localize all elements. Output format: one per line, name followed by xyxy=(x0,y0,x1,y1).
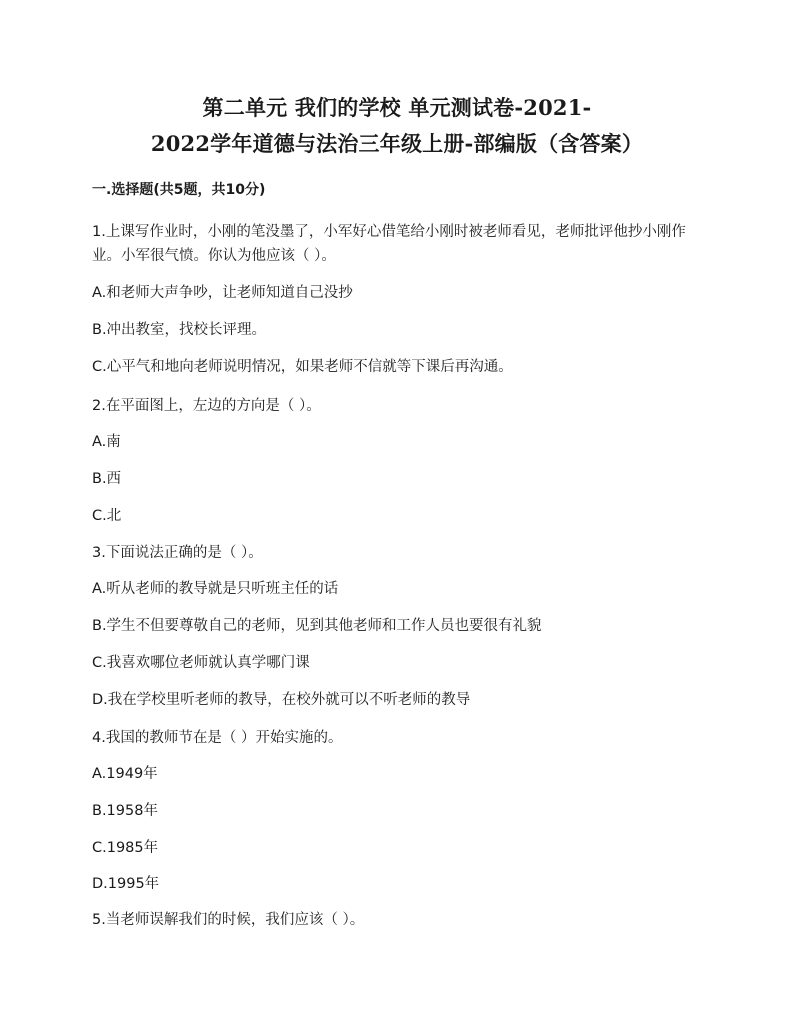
section-heading: 一.选择题(共5题，共10分) xyxy=(92,182,266,198)
question-5: 5.当老师误解我们的时候，我们应该（ ）。 xyxy=(92,912,365,928)
question-3-option-d: D.我在学校里听老师的教导，在校外就可以不听老师的教导 xyxy=(92,692,471,708)
document-title-line-1: 第二单元 我们的学校 单元测试卷-2021- xyxy=(202,95,592,120)
question-2-option-b: B.西 xyxy=(92,471,122,487)
document-title-line-2: 2022学年道德与法治三年级上册-部编版（含答案） xyxy=(150,131,644,156)
question-2-option-c: C.北 xyxy=(92,508,122,524)
question-4-option-b: B.1958年 xyxy=(92,803,158,819)
question-3-option-a: A.听从老师的教导就是只听班主任的话 xyxy=(92,581,339,597)
question-4-option-a: A.1949年 xyxy=(92,766,158,782)
question-4-option-d: D.1995年 xyxy=(92,876,160,892)
question-1-option-c: C.心平气和地向老师说明情况，如果老师不信就等下课后再沟通。 xyxy=(92,359,513,375)
question-1-option-a: A.和老师大声争吵，让老师知道自己没抄 xyxy=(92,285,353,301)
question-1-option-b: B.冲出教室，找校长评理。 xyxy=(92,322,267,338)
question-2-option-a: A.南 xyxy=(92,434,121,450)
question-2: 2.在平面图上，左边的方向是（ ）。 xyxy=(92,398,321,414)
question-1: 1.上课写作业时，小刚的笔没墨了，小军好心借笔给小刚时被老师看见，老师批评他抄小刚作业。小军很气愤。你认为他应该（ ）。 xyxy=(92,224,686,264)
question-4: 4.我国的教师节在是（ ）开始实施的。 xyxy=(92,730,343,746)
question-4-option-c: C.1985年 xyxy=(92,840,159,856)
question-3-option-b: B.学生不但要尊敬自己的老师，见到其他老师和工作人员也要很有礼貌 xyxy=(92,618,542,634)
question-3-option-c: C.我喜欢哪位老师就认真学哪门课 xyxy=(92,655,310,671)
question-3: 3.下面说法正确的是（ ）。 xyxy=(92,545,263,561)
